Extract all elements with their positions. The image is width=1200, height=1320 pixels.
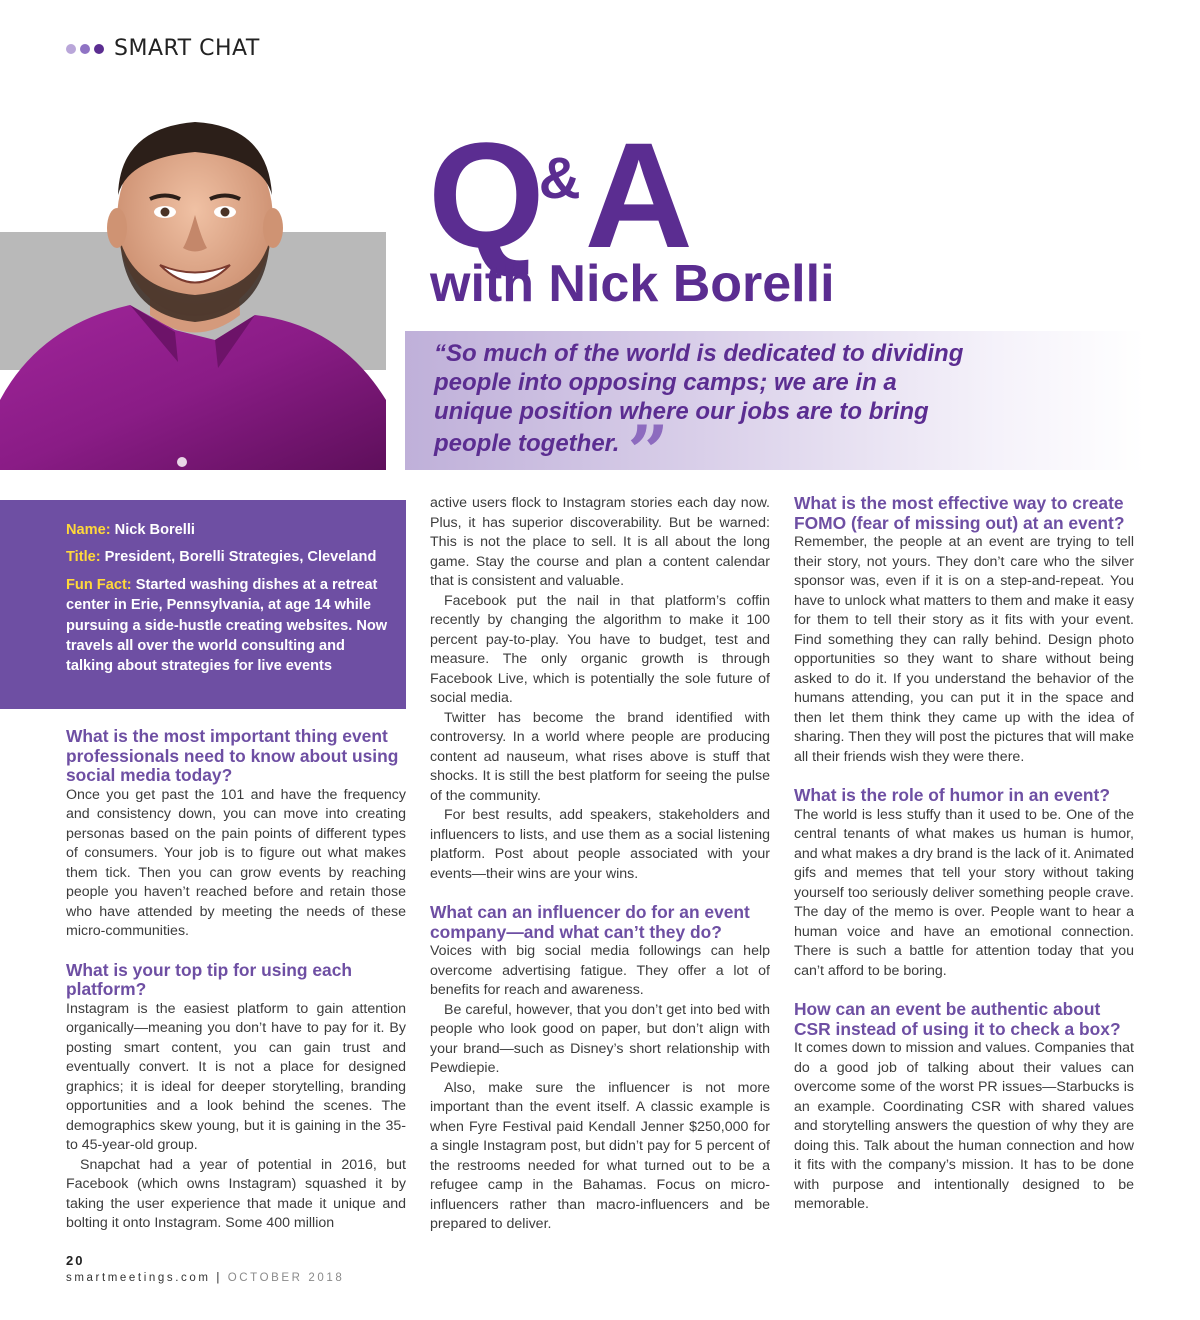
qa-letter-a: A bbox=[584, 111, 685, 279]
footer-date: OCTOBER 2018 bbox=[227, 1272, 345, 1284]
page-title: with Nick Borelli bbox=[430, 255, 835, 313]
bio-fact-value: Started washing dishes at a retreat center in Erie, Pennsylvania, at age 14 while pursuing a side-hustle creating websites. Now travels all over the world consulting and talking about strategies for live events bbox=[66, 576, 388, 675]
answer-paragraph: Instagram is the easiest platform to gain attention organically—meaning you don’t have to pay for it. By posting smart content, you can gain trust and eventually convert. It is not a place for designed graphics; it is ideal for deeper storytelling, branding opportunities and a look behind the scenes. The demographics skew young, but it is gaining in the 35- to 45-year-old group. bbox=[66, 1000, 406, 1154]
bio-name-value: Nick Borelli bbox=[114, 522, 195, 538]
answer-paragraph: Once you get past the 101 and have the frequency and consistency down, you can move into creating personas based on the pain points of different types of consumers. Your job is to figure out what makes them tick. Then you can grow events by reaching people you haven’t reached before and retain those who have attended by meeting the needs of these micro-communities. bbox=[66, 786, 406, 940]
question-heading: How can an event be authentic about CSR instead of using it to check a box? bbox=[794, 999, 1121, 1039]
answer-paragraph: It comes down to mission and values. Companies that do a good job of talking about their values can overcome some of the worst PR issues—Starbucks is an example. Coordinating CSR with shared values and storytelling answers the question of why they are doing this. Talk about the human connection and how it fits with the company’s mission. It has to be done with purpose and intentionally designed to be memorable. bbox=[794, 1040, 1134, 1213]
answer-paragraph: active users flock to Instagram stories each day now. Plus, it has superior discoverability. But be warned: This is not the place to sell. It is all about the long game. Stay the course and plan a content calendar that is consistent and valuable. bbox=[430, 495, 770, 589]
bio-name-label: Name: bbox=[66, 522, 111, 538]
dot-icon bbox=[94, 44, 104, 54]
page-number: 20 bbox=[66, 1253, 85, 1268]
bio-box bbox=[0, 500, 406, 709]
footer-separator: | bbox=[216, 1272, 222, 1284]
close-quote-icon: ” bbox=[627, 409, 669, 494]
bio-name bbox=[66, 520, 396, 540]
question-heading: What is your top tip for using each platform? bbox=[66, 959, 352, 1000]
portrait-photo bbox=[0, 100, 386, 470]
bio-title-label: Title: bbox=[66, 549, 101, 566]
question-heading: What is the role of humor in an event? bbox=[794, 785, 1110, 806]
section-dots bbox=[66, 44, 104, 54]
column-3 bbox=[794, 494, 1134, 1215]
question-heading: What is the most important thing event professionals need to know about using social media today? bbox=[66, 726, 399, 786]
answer-paragraph: For best results, add speakers, stakeholders and influencers to lists, and use them as a social listening platform. Post about people associated with your events—their wins are your wins. bbox=[430, 807, 770, 882]
answer-paragraph: Also, make sure the influencer is not more important than the event itself. A classic example is when Fyre Festival paid Kendall Jenner $250,000 for a single Instagram post, but didn’t pay for 5 percent of the restrooms needed for what turned out to be a refugee camp in the Bahamas. Focus on micro-influencers rather than macro-influencers and be prepared to deliver. bbox=[430, 1079, 770, 1233]
column-1 bbox=[66, 727, 406, 1234]
section-label: SMART CHAT bbox=[114, 36, 260, 61]
question-heading: What can an influencer do for an event company—and what can’t they do? bbox=[430, 902, 750, 942]
answer-paragraph: The world is less stuffy than it used to be. One of the central tenants of what makes us human is humor, and what makes a dry brand is the lack of it. Animated gifs and memes that tell your story without taking yourself too seriously deliver something people crave. The day of the memo is over. People want to hear a human voice and have an emotional connection. There is such a battle for attention today that you can’t afford to be boring. bbox=[794, 806, 1134, 979]
answer-paragraph: Snapchat had a year of potential in 2016, but Facebook (which owns Instagram) squashed it by taking the user experience that made it unique and bolting it onto Instagram. Some 400 million bbox=[66, 1156, 406, 1232]
answer-paragraph: Voices with big social media followings can help overcome advertising fatigue. They offer a lot of benefits for reach and awareness. bbox=[430, 943, 770, 999]
footer-credit bbox=[66, 1272, 344, 1284]
pull-quote bbox=[434, 339, 974, 494]
pull-quote-text: “So much of the world is dedicated to dividing people into opposing camps; we are in a unique position where our jobs are to bring people together. bbox=[434, 340, 964, 457]
answer-paragraph: Twitter has become the brand identified with controversy. In a world where people are producing content ad nauseum, what rises above is stuff that shocks. It is still the best platform for seeing the pulse of the community. bbox=[430, 709, 770, 804]
answer-paragraph: Remember, the people at an event are trying to tell their story, not yours. They don’t care who the silver sponsor was, even if it is on a step-and-repeat. You have to unlock what matters to them and make it easy for them to tell their story as it fits with your event. Find something they can rally behind. Design photo opportunities so they want to share without being asked to do it. If you understand the behavior of the humans attending, you can put it in the space and then let them think they came up with the idea of sharing. Then they will post the pictures that will make all their friends wish they were there. bbox=[794, 534, 1134, 765]
column-2 bbox=[430, 494, 770, 1235]
answer-paragraph: Facebook put the nail in that platform’s coffin recently by changing the algorithm to make it 100 percent pay-to-play. You have to budget, test and measure. The only organic growth is through Facebook Live, which is potentially the sole future of social media. bbox=[430, 592, 770, 706]
answer-paragraph: Be careful, however, that you don’t get into bed with people who look good on paper, but don’t align with your brand—such as Disney’s short relationship with Pewdiepie. bbox=[430, 1001, 770, 1077]
footer-site: smartmeetings.com bbox=[66, 1272, 211, 1284]
bio-fact-label: Fun Fact: bbox=[66, 576, 132, 593]
bio-fun-fact bbox=[66, 575, 396, 677]
qa-heading bbox=[428, 111, 685, 279]
bio-title-value: President, Borelli Strategies, Cleveland bbox=[104, 549, 377, 566]
qa-ampersand: & bbox=[538, 146, 581, 211]
bio-title bbox=[66, 547, 396, 567]
dot-icon bbox=[66, 44, 76, 54]
dot-icon bbox=[80, 44, 90, 54]
qa-letter-q: Q bbox=[428, 111, 537, 279]
question-heading: What is the most effective way to create FOMO (fear of missing out) at an event? bbox=[794, 493, 1125, 533]
